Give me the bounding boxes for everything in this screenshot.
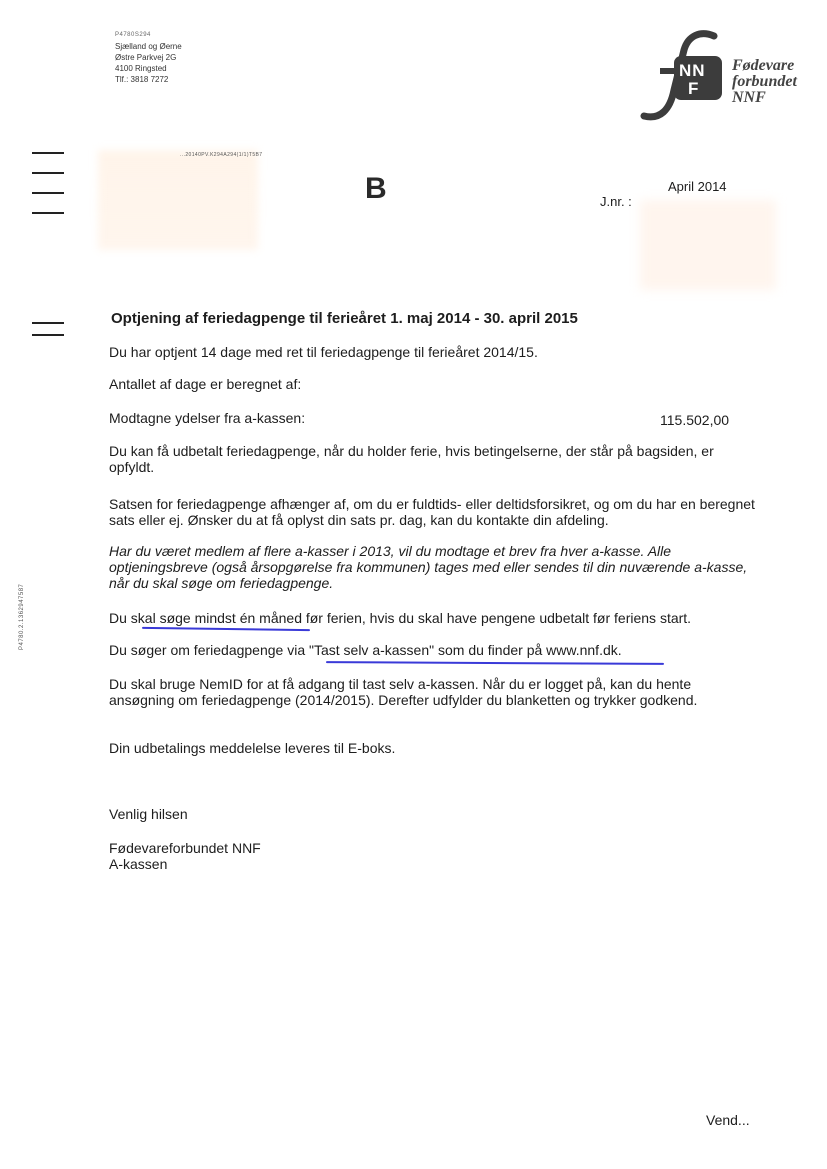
sender-line-2: Østre Parkvej 2G bbox=[115, 53, 177, 62]
letter-date: April 2014 bbox=[668, 179, 727, 194]
handwritten-underline bbox=[326, 661, 664, 665]
paragraph: Du søger om feriedagpenge via "Tast selv a-kassen" som du finder på www.nnf.dk. bbox=[109, 642, 622, 658]
fold-mark bbox=[32, 322, 64, 324]
sender-line-4: Tlf.: 3818 7272 bbox=[115, 75, 169, 84]
redacted-reference bbox=[640, 200, 776, 290]
letter-title: Optjening af feriedagpenge til ferieåret 1. maj 2014 - 30. april 2015 bbox=[111, 310, 578, 327]
fold-mark bbox=[32, 212, 64, 214]
fold-mark bbox=[32, 152, 64, 154]
paragraph-italic: Har du været medlem af flere a-kasser i 2013, vil du modtage et brev fra hver a-kasse. Alle optjeningsbreve (også årsopgørelse fra kommunen) tages med eller sendes til din nuværende a-kasse, når du skal søge om feriedagpenge. bbox=[109, 543, 748, 591]
paragraph: Du har optjent 14 dage med ret til feriedagpenge til ferieåret 2014/15. bbox=[109, 344, 538, 360]
closing: Venlig hilsen bbox=[109, 806, 188, 822]
logo-line-2: forbundet bbox=[732, 73, 797, 90]
paragraph: Satsen for feriedagpenge afhænger af, om du er fuldtids- eller deltidsforsikret, og om du har en beregnet sats eller ej. Ønsker du at få oplyst din sats pr. dag, kan du kontakte din afdeling. bbox=[109, 496, 755, 528]
logo-monogram: NN bbox=[679, 61, 706, 80]
sender-address bbox=[115, 30, 182, 85]
amount-value: 115.502,00 bbox=[660, 412, 730, 428]
logo-line-1: Fødevare bbox=[732, 57, 795, 74]
redacted-recipient-address bbox=[98, 150, 258, 250]
sender-code: P4780S294 bbox=[115, 32, 151, 38]
side-code: P4780.2.1362947587 bbox=[19, 583, 25, 650]
logo-wordmark bbox=[732, 58, 797, 106]
fold-mark bbox=[32, 172, 64, 174]
paragraph: Du skal søge mindst én måned før ferien, hvis du skal have pengene udbetalt før feriens start. bbox=[109, 610, 692, 626]
paragraph: Din udbetalings meddelelse leveres til E-boks. bbox=[109, 740, 396, 756]
signature-line-1: Fødevareforbundet NNF bbox=[109, 840, 261, 856]
fold-mark bbox=[32, 192, 64, 194]
journal-number: J.nr. : bbox=[600, 194, 632, 209]
scan-code: ...20140PV.K294A294(1/1)T5B7 bbox=[180, 152, 263, 158]
b-mark: B bbox=[365, 172, 387, 205]
logo-line-3: NNF bbox=[732, 89, 766, 106]
paragraph: Antallet af dage er beregnet af: bbox=[109, 376, 302, 392]
amount-label: Modtagne ydelser fra a-kassen: bbox=[109, 410, 306, 426]
signature-line-2: A-kassen bbox=[109, 856, 168, 872]
paragraph: Du kan få udbetalt feriedagpenge, når du holder ferie, hvis betingelserne, der står på bagsiden, er opfyldt. bbox=[109, 443, 714, 475]
paragraph: Du skal bruge NemID for at få adgang til tast selv a-kassen. Når du er logget på, kan du hente ansøgning om feriedagpenge (2014/2015). Derefter udfylder du blanketten og trykker godkend. bbox=[109, 676, 698, 708]
turn-over-note: Vend... bbox=[706, 1112, 750, 1128]
fold-mark bbox=[32, 334, 64, 336]
svg-text:F: F bbox=[688, 79, 699, 98]
sender-line-3: 4100 Ringsted bbox=[115, 64, 167, 73]
sender-line-1: Sjælland og Øerne bbox=[115, 42, 182, 51]
handwritten-underline bbox=[142, 627, 310, 631]
